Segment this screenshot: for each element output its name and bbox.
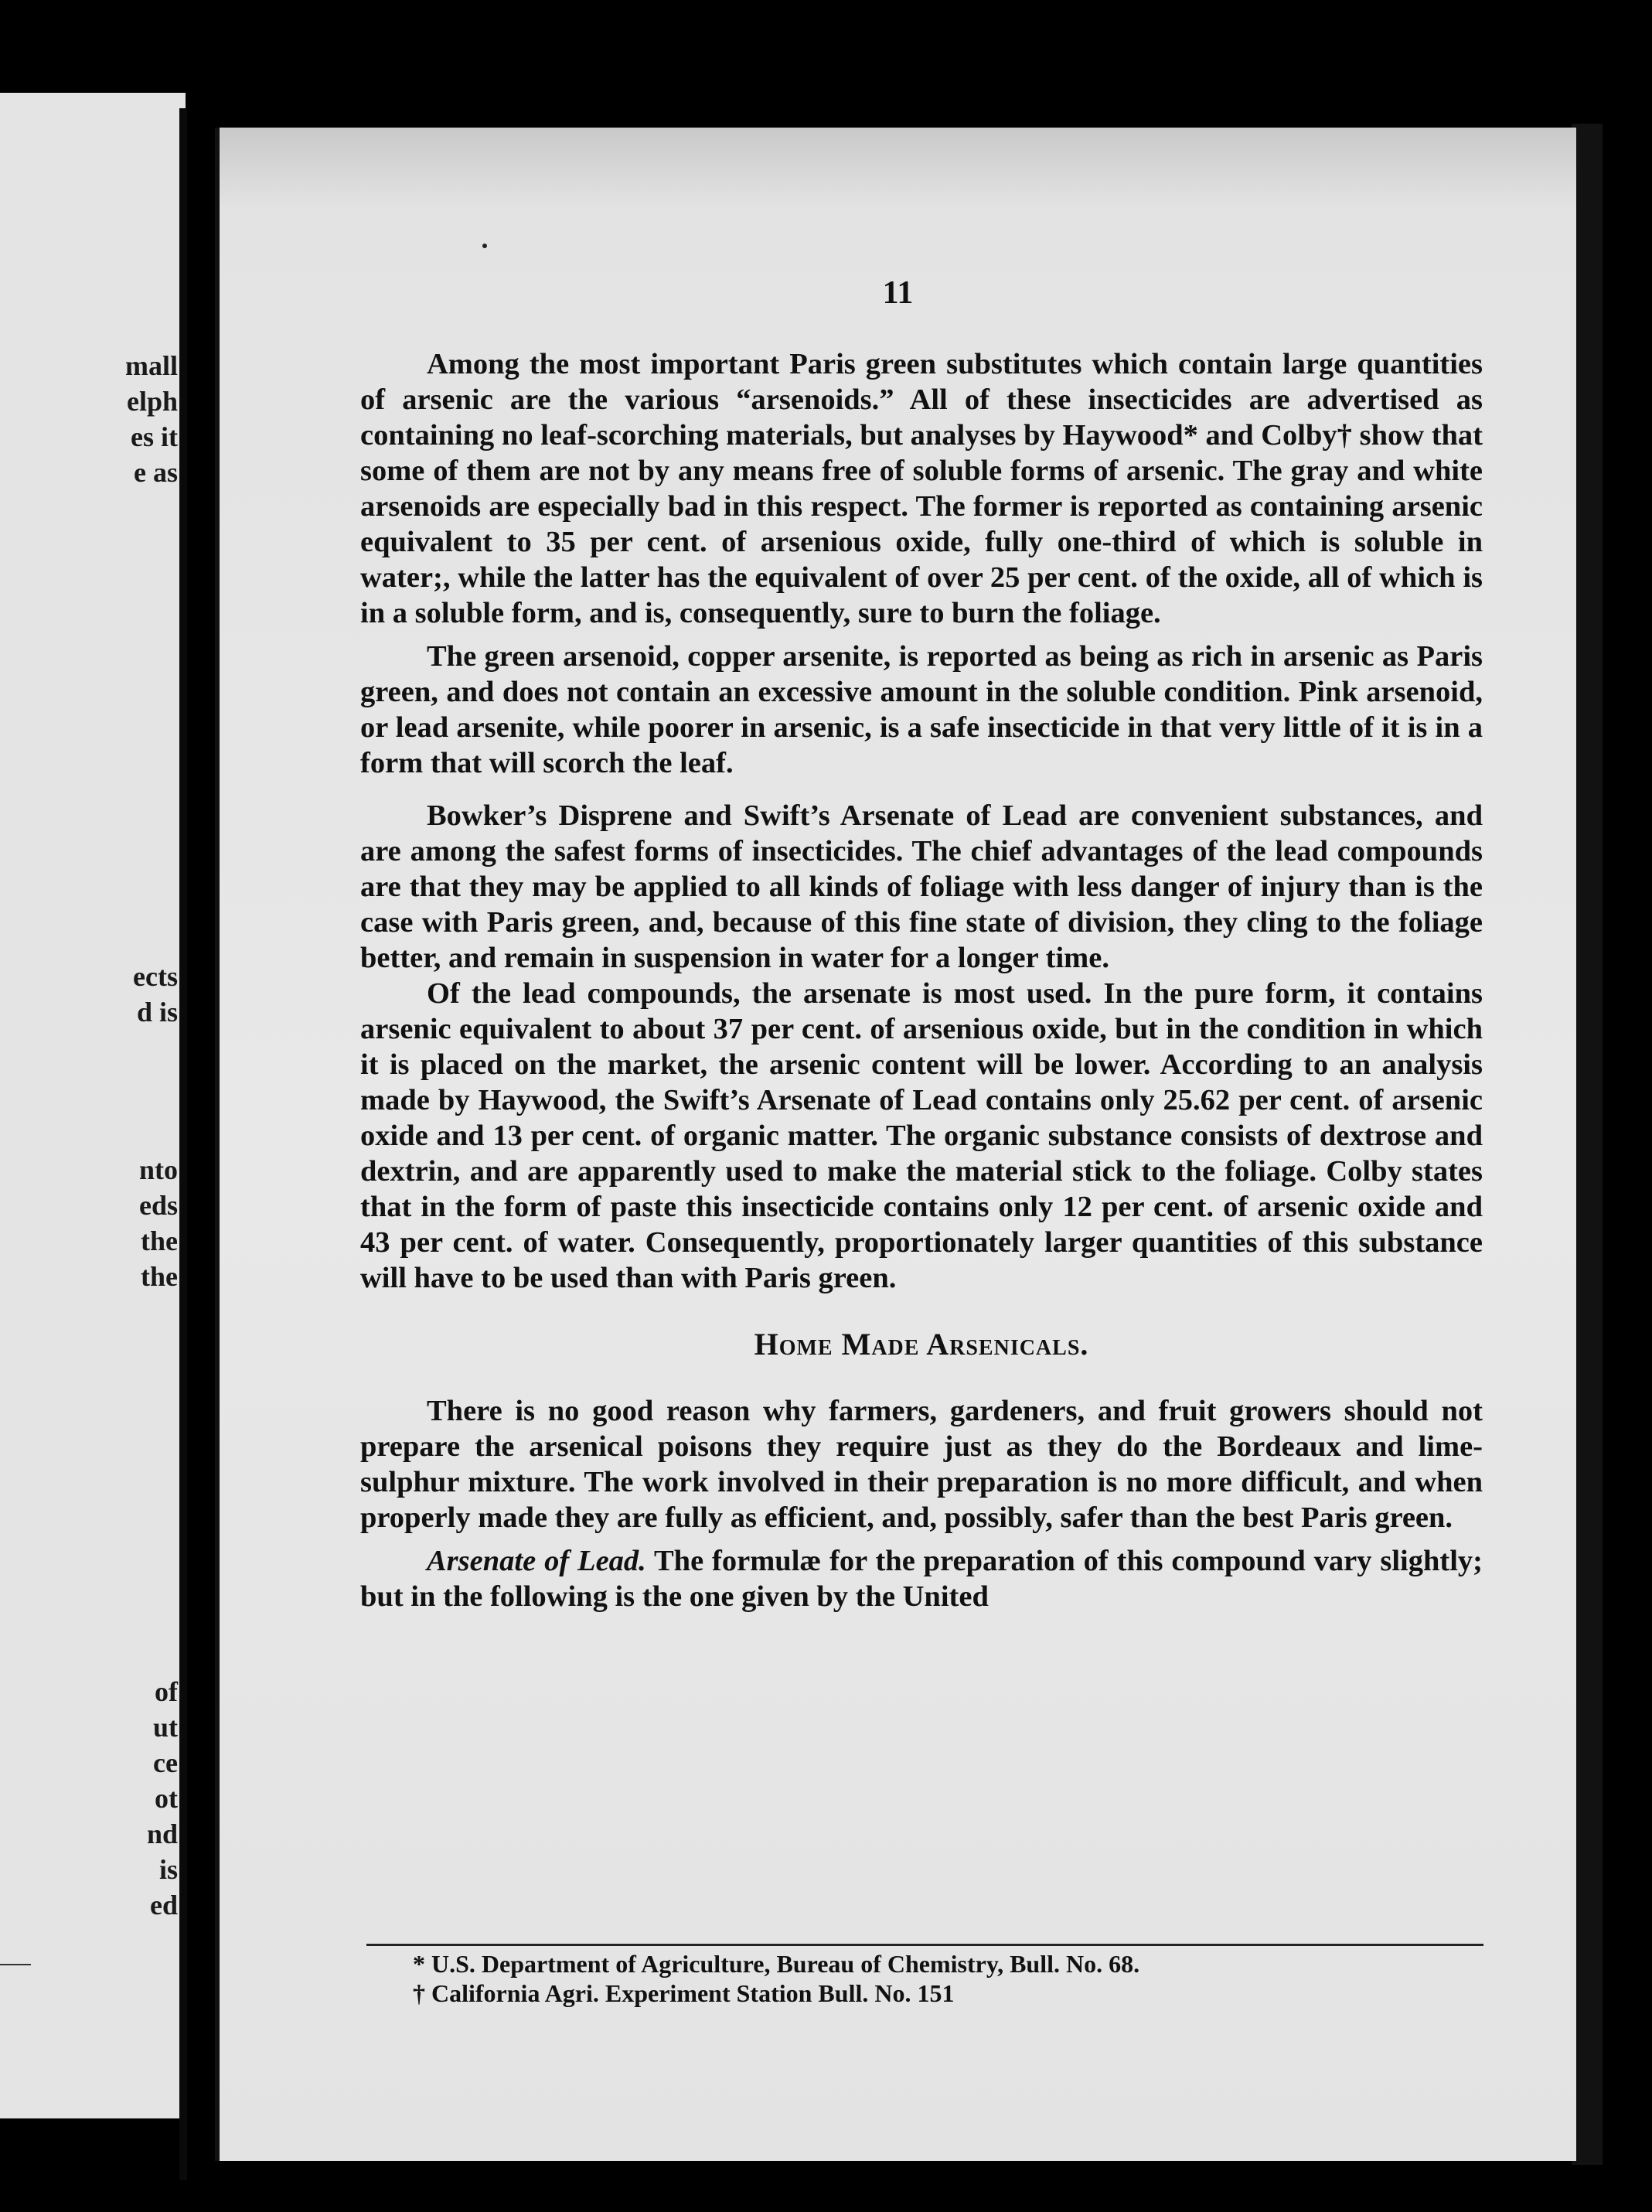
facing-page-fragment: ot <box>155 1783 178 1814</box>
footnotes <box>413 1949 1480 2008</box>
facing-page-fragment: mall <box>125 350 178 381</box>
paragraph: The green arsenoid, copper arsenite, is reported as being as rich in arsenic as Paris green, and does not contain an excessive amount in the soluble condition. Pink arsenoid, or lead arsenite, while poorer in arsenic, is a safe insecticide in that very little of it is in a form that will scorch the leaf. <box>360 640 1483 779</box>
paragraph-lead: Arsenate of Lead. <box>427 1545 646 1577</box>
facing-page-fragment: nto <box>138 1154 178 1185</box>
facing-page-fragment: eds <box>138 1190 178 1221</box>
facing-page-fragment: ed <box>150 1890 178 1921</box>
facing-page-fragment: ut <box>152 1712 178 1743</box>
facing-page-fragment: e as <box>134 457 178 488</box>
footnote: † California Agri. Experiment Station Bull. No. 151 <box>413 1979 955 2007</box>
facing-page-fragment: d is <box>136 997 178 1028</box>
page-body <box>360 346 1483 1614</box>
footnote-rule <box>366 1944 1483 1946</box>
facing-page-fragment: es it <box>131 421 178 452</box>
facing-page-fragment: nd <box>146 1818 178 1849</box>
paragraph: Bowker’s Disprene and Swift’s Arsenate of Lead are convenient substances, and are among the safest forms of insecticides. The chief advantages of the lead compounds are that they may be applied to all kinds of foliage with less danger of injury than is the case with Paris green, and, because of this fine state of division, they cling to the foliage better, and remain in suspension in water for a longer time. <box>360 799 1483 974</box>
scan-speck <box>482 244 487 248</box>
paragraph-text: The formulæ for the preparation of this compound vary slightly; but in the following is the one given by the United <box>360 1545 1483 1613</box>
facing-page-fragment: of <box>155 1676 178 1707</box>
book-page <box>215 128 1576 2161</box>
facing-page-fragment: the <box>141 1261 178 1292</box>
book-spine <box>179 108 187 2180</box>
footnote: * U.S. Department of Agriculture, Bureau of Chemistry, Bull. No. 68. <box>413 1950 1140 1978</box>
facing-page-fragment: ects <box>133 961 178 992</box>
facing-page <box>0 93 186 2118</box>
paragraph: Among the most important Paris green substitutes which contain large quantities of arsenic are the various “arsenoids.” All of these insecticides are advertised as containing no leaf-scorching materials, but analyses by Haywood* and Colby† show that some of them are not by any means free of soluble forms of arsenic. The gray and white arsenoids are especially bad in this respect. The former is reported as containing arsenic equivalent to 35 per cent. of arsenious oxide, fully one-third of which is soluble in water;, while the latter has the equivalent of over 25 per cent. of the oxide, all of which is in a soluble form, and is, consequently, sure to burn the foliage. <box>360 348 1483 629</box>
page-number: 11 <box>882 275 914 311</box>
paragraph <box>360 1543 1483 1614</box>
facing-page-rule <box>0 1964 31 1965</box>
paragraph: Of the lead compounds, the arsenate is most used. In the pure form, it contains arsenic equivalent to about 37 per cent. of arsenious oxide, but in the condition in which it is placed on the market, the arsenic content will be lower. According to an analysis made by Haywood, the Swift’s Arsenate of Lead contains only 25.62 per cent. of arsenic oxide and 13 per cent. of organic matter. The organic substance consists of dextrose and dextrin, and are apparently used to make the material stick to the foliage. Colby states that in the form of paste this insecticide contains only 12 per cent. of arsenic oxide and 43 per cent. of water. Consequently, proportionately larger quantities of this substance will have to be used than with Paris green. <box>360 977 1483 1294</box>
facing-page-fragment: the <box>141 1225 178 1256</box>
facing-page-fragment: ce <box>153 1747 178 1778</box>
facing-page-fragment: elph <box>126 386 178 417</box>
section-heading: Home Made Arsenicals. <box>754 1327 1089 1362</box>
page-edge-shadow <box>1572 124 1603 2165</box>
paragraph: There is no good reason why farmers, gardeners, and fruit growers should not prepare the arsenical poisons they require just as they do the Bordeaux and lime-sulphur mixture. The work involved in their preparation is no more difficult, and when properly made they are fully as efficient, and, possibly, safer than the best Paris green. <box>360 1395 1483 1534</box>
facing-page-fragment: is <box>158 1854 178 1885</box>
